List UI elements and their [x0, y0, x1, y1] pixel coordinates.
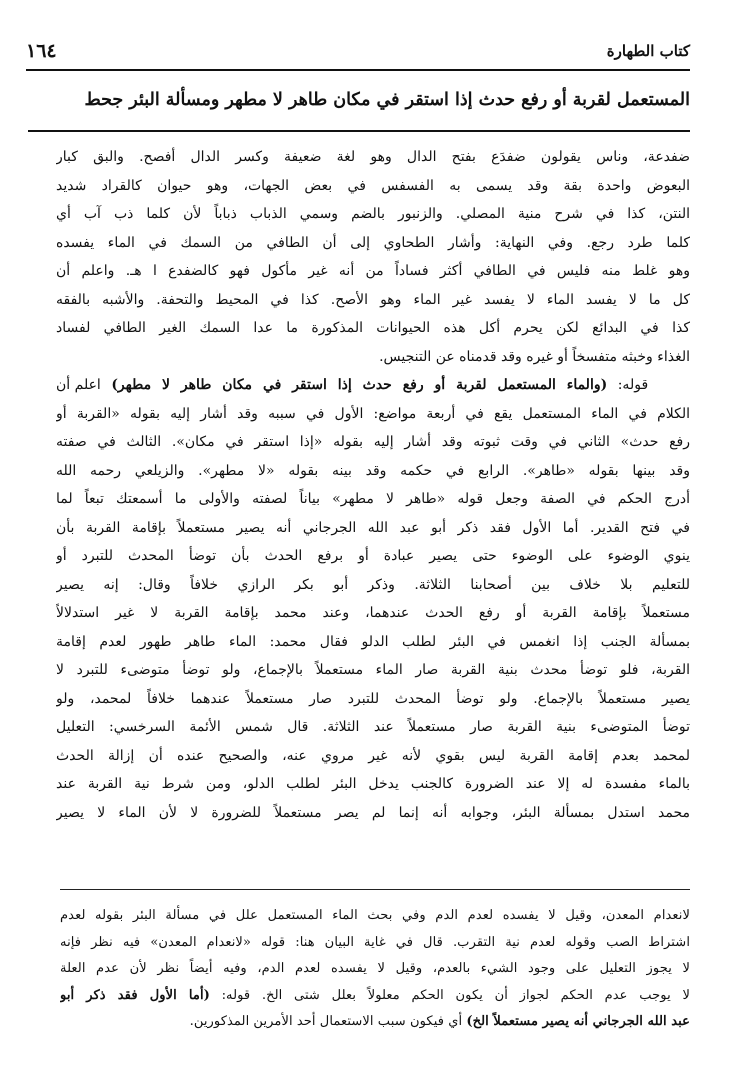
footnote-quote: (أما الأول فقد ذكر أبو [60, 987, 210, 1003]
chapter-rule [28, 130, 690, 132]
text-line: كلما طرد رجع. وفي النهاية: وأشار الطحاوي إلى أن الطافي من السمك في الماء يفسده [56, 234, 690, 251]
text-line: القربة، فلو توضأ محدث بنية القربة صار الماء مستعملاً بالإجماع، ولو توضأ متوضىء للتبرد لا [56, 662, 690, 678]
footnote-rule [60, 889, 690, 890]
footnote-line: اشتراط الصب وقوله لعدم نية التقرب. قال في غاية البيان هنا: قوله «لانعدام المعدن» فيه نظر فإنه [60, 934, 690, 950]
text-line: أدرج الحكم في الصفة وجعل قوله «طاهر لا مطهر» بياناً لصفته والأولى ما أسمعتك تبعاً لما [56, 491, 690, 507]
main-text [56, 143, 690, 881]
quoted-matn: (والماء المستعمل لقربة أو رفع حدث إذا استقر في مكان طاهر لا مطهر) [111, 377, 608, 393]
footnote [60, 903, 690, 1083]
footnote-line: لانعدام المعدن، وقيل لا يفسده لعدم الدم وفي بحث الماء المستعمل علل في مسألة البئر بقوله لعدم [60, 908, 690, 923]
text-line: وقد بينها بقوله «طاهر». الرابع في حكمه وقد بينه بقوله «لا مطهر». والزيلعي رحمه الله [56, 462, 690, 479]
text-line: في فتح القدير. أما الأول فقد ذكر أبو عبد الله الجرجاني أنه يصير مستعملاً بإقامة القربة بأن [56, 519, 690, 536]
text-line: يصير مستعملاً بالإجماع. ولو توضأ المحدث للتبرد صار مستعملاً عندهما خلافاً لمحمد، ولو [56, 690, 690, 707]
text-line: محمد استدل بمسألة البئر، وجوابه أنه إنما لم يصر مستعملاً للضرورة لا لأن الماء لا يصير [56, 804, 690, 821]
footnote-line: لا يجوز التعليل على وجود الشيء بالعدم، وقيل لا يفسده لعدم الدم، وفيه أيضاً نظر لأن عدم العلة [60, 961, 690, 976]
text-line: البعوض واحدة بقة وقد يسمى به الفسفس في بعض الجهات، وهو حيوان كالقراد شديد [56, 177, 690, 194]
line-tail: اعلم أن [56, 377, 101, 393]
page-number: ١٦٤ [26, 40, 57, 62]
footnote-line [60, 983, 690, 1010]
paragraph-2 [56, 371, 690, 827]
footnote-quote: عبد الله الجرجاني أنه يصير مستعملاً الخ) [466, 1014, 690, 1029]
chapter-title: المستعمل لقربة أو رفع حدث إذا استقر في مكان طاهر لا مطهر ومسألة البئر جحط [84, 90, 690, 110]
text-line: لمحمد بعدم إقامة القربة ليس بقوي لأنه غير مروي عنه، والصحيح عنده أن إزالة الحدث [56, 747, 690, 764]
quote-label: قوله: [617, 377, 649, 393]
footnote-line [60, 1009, 690, 1036]
text-line: النتن، كذا في شرح منية المصلي. والزنبور بالضم وسمي الذباب ذباباً لأن كلما ذب آب أي [56, 206, 690, 222]
text-line: بالماء مفسدة له إلا عند الضرورة كالجنب يدخل البئر لطلب الدلو، ومن شرط نية القربة عند [56, 776, 690, 792]
text-line: وهو غلط منه فليس في الطافي أكثر فساداً من أنه غير مأكول فهو كالضفدع ا هـ. واعلم أن [56, 263, 690, 279]
header-rule [26, 69, 690, 71]
page-header [26, 40, 690, 70]
text-line: كل ما لا يفسد الماء لا يفسد غير الماء وهو الأصح. كذا في المحيط والتحفة. والأشبه بالفقه [56, 291, 690, 308]
footnote-text [60, 903, 690, 1036]
text-line: توضأ المتوضىء بنية القربة صار مستعملاً عند الثلاثة. قال شمس الأئمة السرخسي: التعليل [56, 719, 690, 735]
text-line: الغذاء وخبثه متفسخاً أو غيره وقد قدمناه عن التنجيس. [379, 348, 690, 365]
text-line: الكلام في الماء المستعمل يقع في أربعة مواضع: الأول في سببه وقد أشار إليه بقوله «القربة أو [56, 405, 690, 422]
footnote-tail: أي فيكون سبب الاستعمال أحد الأمرين المذكورين. [189, 1014, 463, 1029]
text-line [56, 371, 690, 400]
text-line: للتعليم بلا خلاف بين أصحابنا الثلاثة. وذكر أبو بكر الرازي خلافاً وقال: إنه يصير [56, 576, 690, 593]
text-line: ضفدعة، وناس يقولون ضفدَع بفتح الدال وهو لغة ضعيفة وكسر الدال أفصح. والبق كبار [56, 149, 690, 165]
text-line: بمسألة الجنب إذا انغمس في البئر لطلب الدلو فقال محمد: الماء طاهر طهور لعدم إقامة [56, 633, 690, 650]
footnote-line-text: لا يوجب عدم الحكم لجواز أن يكون الحكم معلولاً بعلل شتى الخ. قوله: [221, 987, 690, 1003]
paragraph-1 [56, 143, 690, 371]
book-title: كتاب الطهارة [606, 42, 690, 60]
text-line: رفع حدث» الثاني في وقت ثبوته وقد أشار إليه بقوله «إذا استقر في مكان». الثالث في صفته [56, 434, 690, 450]
text-line: كذا في البدائع لكن يحرم أكل هذه الحيوانات المذكورة ما عدا السمك الغير الطافي لفساد [56, 320, 690, 336]
text-line: ينوي الوضوء على الوضوء حتى يصير عبادة أو برفع الحدث بأن توضأ المحدث للتبرد أو [56, 548, 690, 564]
text-line: مستعملاً بإقامة القربة أو رفع الحدث عندهما، وعند محمد بإقامة القربة لا غير استدلالاً [56, 605, 690, 621]
